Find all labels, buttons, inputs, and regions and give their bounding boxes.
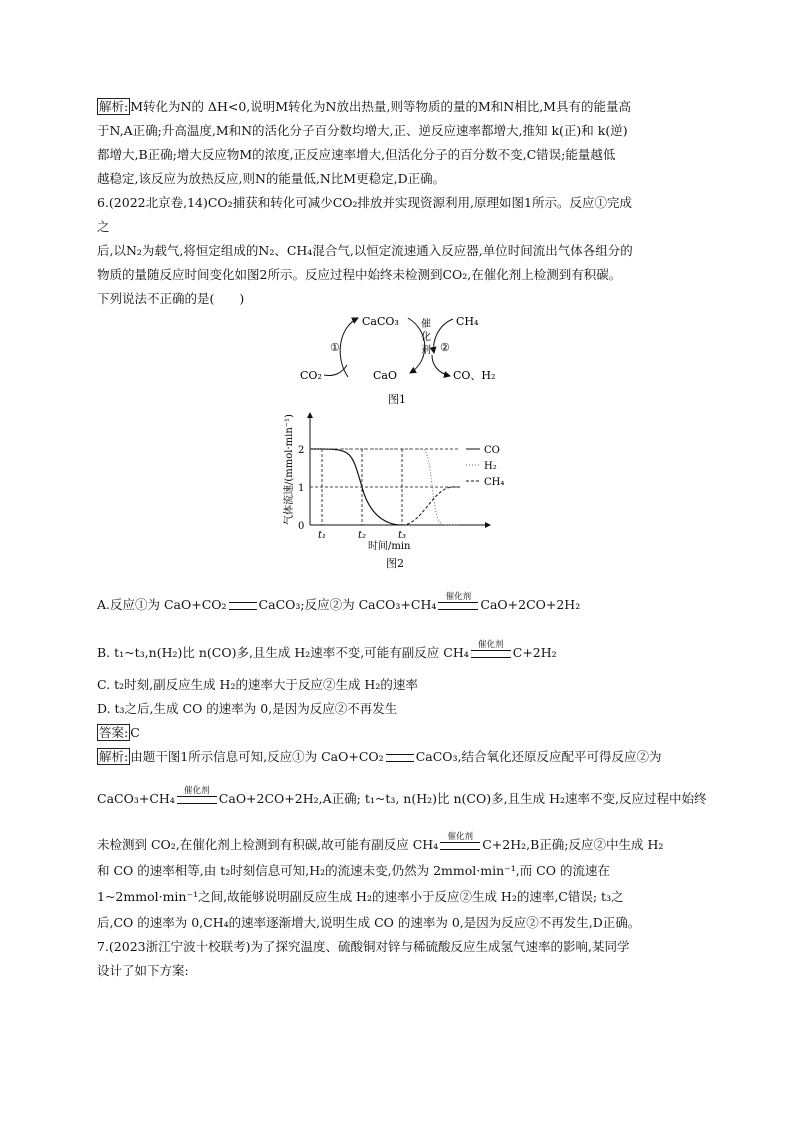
analysis-2-line-6: 后,CO 的速率为 0,CH₄的速率逐渐增大,说明生成 CO 的速率为 0,是因为反应②不再发生,D正确。 [97, 915, 641, 930]
catalyst-eq-sign: 催化剂 [440, 842, 480, 850]
analysis-1-line-2: 于N,A正确;升高温度,M和N的活化分子百分数均增大,正、逆反应速率都增大,推知 k(正)和 k(逆) [97, 123, 628, 138]
analysis-label: 解析: [99, 99, 129, 114]
x-tick-label: t₁ [318, 530, 327, 541]
y-tick-label: 0 [298, 521, 305, 532]
analysis-2-line-1: 解析: 由题干图1所示信息可知,反应①为 CaO+CO₂ CaCO₃,结合氧化还原反应配平可得反应②为 [99, 749, 662, 764]
answer-line [97, 725, 140, 741]
analysis-2-line-5: 1~2mmol·min⁻¹之间,故能够说明副反应生成 H₂的速率小于反应②生成 H₂的速率,C错误; t₃之 [97, 889, 624, 904]
analysis-1-line-1: 解析: M转化为N的 ΔH<0,说明M转化为N放出热量,则等物质的量的M和N相比,M具有的能量高 [99, 99, 631, 114]
fig1-reaction-1: ① [330, 341, 340, 354]
q7-line-1: 7.(2023浙江宁波十校联考)为了探究温度、硫酸铜对锌与稀硫酸反应生成氢气速率的影响,某同学 [97, 939, 630, 954]
option-a: A.反应①为 CaO+CO₂ CaCO₃;反应②为 CaCO₃+CH₄ 催化剂 CaO+2CO+2H₂ [97, 591, 581, 612]
legend-label: CH₄ [484, 477, 505, 488]
analysis-label: 解析: [99, 749, 129, 764]
fig1-arrow-products [432, 355, 450, 376]
q6-line-2: 之 [97, 219, 110, 234]
fig1-caco3: CaCO₃ [362, 315, 399, 328]
answer-value: C [130, 725, 140, 740]
figure-1 [290, 303, 520, 408]
fig1-co2: CO₂ [300, 369, 322, 382]
answer-label: 答案: [99, 725, 129, 740]
x-tick-label: t₃ [398, 530, 407, 541]
x-tick-label: t₂ [358, 530, 367, 541]
analysis-2-line-3: 未检测到 CO₂,在催化剂上检测到有积碳,故可能有副反应 CH₄ 催化剂 C+2H₂,B正确;反应②中生成 H₂ [97, 831, 664, 852]
y-axis-label: 气体流速/(mmol·min⁻¹) [284, 414, 295, 525]
fig1-reaction-2: ② [440, 341, 450, 354]
y-tick-label: 1 [298, 483, 305, 494]
q7-line-2: 设计了如下方案: [97, 963, 189, 978]
analysis-2-line-2: CaCO₃+CH₄ 催化剂 CaO+2CO+2H₂,A正确; t₁~t₃, n(H₂)比 n(CO)多,且生成 H₂速率不变,反应过程中始终 [97, 785, 707, 806]
q6-line-4: 物质的量随反应时间变化如图2所示。反应过程中始终未检测到CO₂,在催化剂上检测到有积碳。 [97, 267, 622, 282]
option-c: C. t₂时刻,副反应生成 H₂的速率大于反应②生成 H₂的速率 [97, 677, 418, 692]
analysis-2-line-4: 和 CO 的速率相等,由 t₂时刻信息可知,H₂的流速未变,仍然为 2mmol·min⁻¹,而 CO 的流速在 [97, 863, 610, 878]
fig1-arrow-co2-in [324, 365, 347, 376]
analysis-1-line-4: 越稳定,该反应为放热反应,则N的能量低,N比M更稳定,D正确。 [97, 171, 446, 186]
analysis-1-line-3: 都增大,B正确;增大反应物M的浓度,正反应速率增大,但活化分子的百分数不变,C错误;能量越低 [97, 147, 616, 162]
q6-line-3: 后,以N₂为载气,将恒定组成的N₂、CH₄混合气,以恒定流速通入反应器,单位时间流出气体各组分的 [97, 243, 633, 258]
fig1-products: CO、H₂ [453, 369, 496, 382]
series-ch4-line [402, 487, 460, 525]
option-b: B. t₁~t₃,n(H₂)比 n(CO)多,且生成 H₂速率不变,可能有副反应 CH₄ 催化剂 C+2H₂ [97, 639, 557, 660]
q6-line-1: 6.(2022北京卷,14)CO₂捕获和转化可减少CO₂排放并实现资源利用,原理如图1所示。反应①完成 [97, 195, 632, 210]
fig1-caption: 图1 [388, 393, 406, 406]
option-d: D. t₃之后,生成 CO 的速率为 0,是因为反应②不再发生 [97, 701, 398, 716]
catalyst-eq-sign: 催化剂 [177, 796, 217, 804]
eq-sign [229, 602, 257, 610]
fig1-catalyst: 催化剂 [421, 319, 431, 356]
catalyst-eq-sign: 催化剂 [471, 650, 511, 658]
q6-line-5: 下列说法不正确的是( ) [97, 291, 245, 306]
fig1-cao: CaO [373, 369, 397, 382]
figure-2-chart [280, 405, 520, 573]
eq-sign [386, 754, 414, 762]
fig2-caption: 图2 [386, 557, 404, 570]
legend-label: CO [484, 445, 500, 456]
x-axis-label: 时间/min [368, 541, 411, 552]
legend-label: H₂ [484, 461, 497, 472]
catalyst-eq-sign: 催化剂 [438, 602, 478, 610]
fig1-arrow-left-cycle [340, 318, 358, 377]
fig1-ch4: CH₄ [456, 315, 479, 328]
y-tick-label: 2 [298, 445, 305, 456]
